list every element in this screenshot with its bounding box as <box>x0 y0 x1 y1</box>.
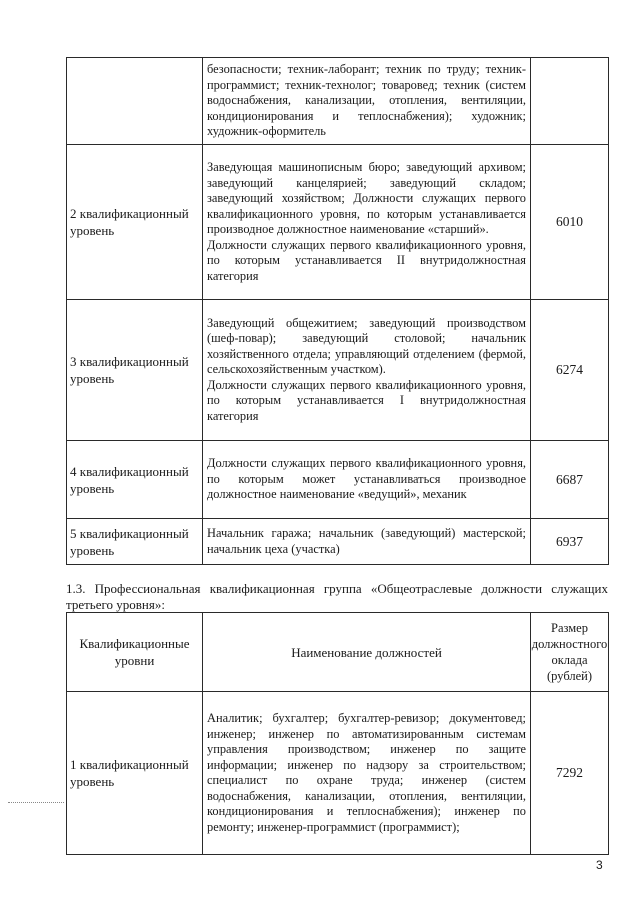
salary-cell: 6274 <box>531 300 609 441</box>
positions-text: Заведующий общежитием; заведующий производством (шеф-повар); заведующий столовой; начальник хозяйственного отдела; управляющий отделением (фермой, сельскохозяйственным участком). <box>207 315 526 377</box>
salary-cell <box>531 58 609 145</box>
table-row <box>67 58 609 145</box>
column-header-names: Наименование должностей <box>203 613 531 692</box>
section-text: 1.3. Профессиональная квалификационная группа «Общеотраслевые должности служащих третьего уровня»: <box>66 581 608 612</box>
qualification-level-cell: 5 квалификационный уровень <box>67 519 203 565</box>
positions-text: Должности служащих первого квалификационного уровня, по которым может устанавливаться производное должностное наименование «ведущий», механик <box>207 456 526 502</box>
table-row <box>67 441 609 519</box>
positions-cell <box>203 145 531 300</box>
salary-cell: 6937 <box>531 519 609 565</box>
positions-cell <box>203 519 531 565</box>
qualification-level-cell: 2 квалификационный уровень <box>67 145 203 300</box>
positions-cell <box>203 441 531 519</box>
qualification-level-cell <box>67 58 203 145</box>
column-header-levels: Квалификационные уровни <box>67 613 203 692</box>
salary-table-part-2 <box>66 612 609 855</box>
table-header-row <box>67 613 609 692</box>
positions-cell <box>203 692 531 855</box>
positions-text: Аналитик; бухгалтер; бухгалтер-ревизор; документовед; инженер; инженер по автоматизированным системам управления производством; инженер по защите информации; инженер по надзору за строительством; специалист по охране труда; инженер (систем водоснабжения, канализации, отопления, вентиляции, кондиционирования и теплоснабжения); инженер по ремонту; инженер-программист (программист); <box>207 711 526 834</box>
positions-cell <box>203 300 531 441</box>
column-header-salary: Размер должностного оклада (рублей) <box>531 613 609 692</box>
qualification-level-cell: 4 квалификационный уровень <box>67 441 203 519</box>
positions-cell <box>203 58 531 145</box>
table-row <box>67 519 609 565</box>
qualification-level-cell: 1 квалификационный уровень <box>67 692 203 855</box>
section-heading <box>66 581 608 613</box>
page-number: 3 <box>596 858 603 872</box>
table-row <box>67 692 609 855</box>
table-row <box>67 145 609 300</box>
margin-dotted-line <box>8 802 64 803</box>
positions-text: Заведующая машинописным бюро; заведующий архивом; заведующий канцелярией; заведующий складом; заведующий хозяйством; Должности служащих первого квалификационного уровня, по которым устанавливается производное должностное наименование «старший». <box>207 160 526 236</box>
table-row <box>67 300 609 441</box>
positions-text: Должности служащих первого квалификационного уровня, по которым устанавливается II внутридолжностная категория <box>207 237 526 283</box>
qualification-level-cell: 3 квалификационный уровень <box>67 300 203 441</box>
positions-text: Должности служащих первого квалификационного уровня, по которым устанавливается I внутридолжностная категория <box>207 377 526 423</box>
salary-cell: 6010 <box>531 145 609 300</box>
positions-text: безопасности; техник-лаборант; техник по труду; техник-программист; техник-технолог; товаровед; техник (систем водоснабжения, канализации, отопления, вентиляции, кондиционирования и теплоснабжения); художник; художник-оформитель <box>207 62 526 139</box>
salary-cell: 6687 <box>531 441 609 519</box>
salary-cell: 7292 <box>531 692 609 855</box>
salary-table-part-1 <box>66 57 609 565</box>
positions-text: Начальник гаража; начальник (заведующий) мастерской; начальник цеха (участка) <box>207 526 526 556</box>
